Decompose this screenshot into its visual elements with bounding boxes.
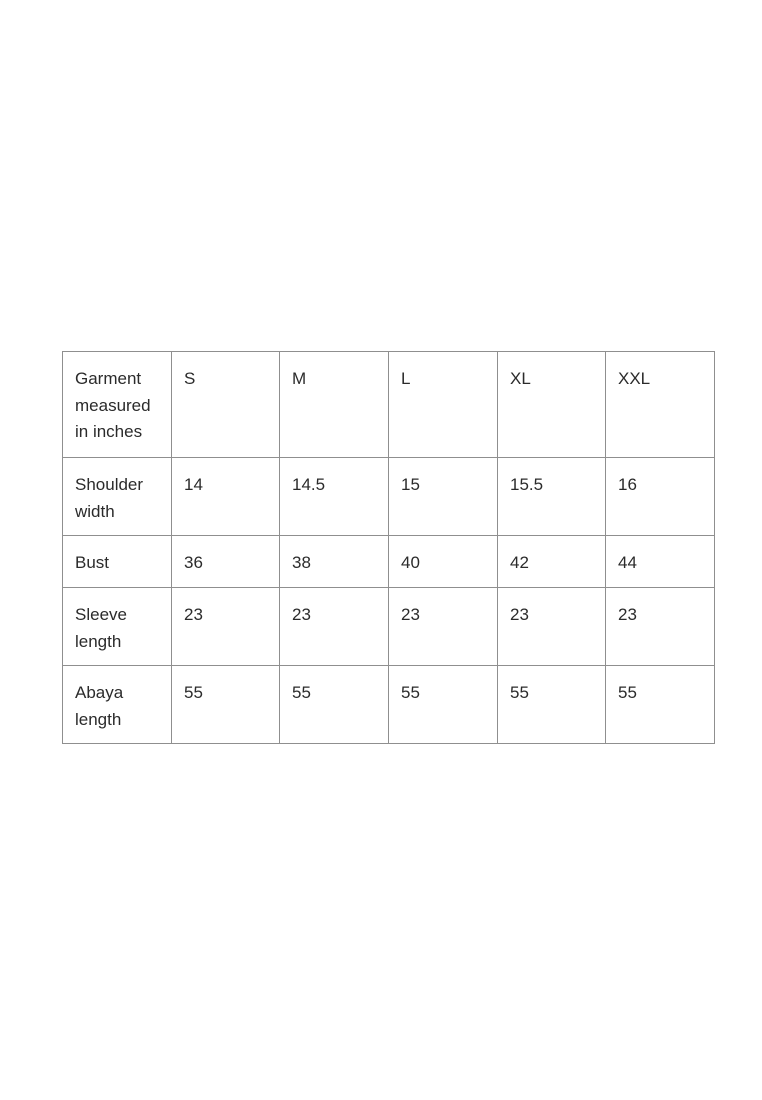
value-cell bbox=[389, 666, 498, 744]
measurement-value: 23 bbox=[618, 605, 637, 624]
header-row bbox=[63, 352, 715, 458]
value-cell bbox=[280, 458, 389, 536]
size-header-m: M bbox=[292, 369, 307, 388]
measurement-value: 55 bbox=[292, 683, 311, 702]
row-label-cell bbox=[63, 536, 172, 588]
measurement-value: 55 bbox=[618, 683, 637, 702]
measurement-value: 15.5 bbox=[510, 475, 544, 494]
size-header-cell bbox=[280, 352, 389, 458]
row-label: Shoulder width bbox=[75, 475, 144, 521]
table-row-sleeve-length bbox=[63, 588, 715, 666]
value-cell bbox=[498, 536, 606, 588]
value-cell bbox=[498, 588, 606, 666]
value-cell bbox=[280, 588, 389, 666]
value-cell bbox=[172, 536, 280, 588]
measurement-value: 23 bbox=[184, 605, 203, 624]
size-header-xxl: XXL bbox=[618, 369, 651, 388]
size-header-cell bbox=[606, 352, 715, 458]
value-cell bbox=[389, 458, 498, 536]
measurement-value: 40 bbox=[401, 553, 420, 572]
row-label-cell bbox=[63, 666, 172, 744]
measurement-value: 16 bbox=[618, 475, 637, 494]
value-cell bbox=[389, 536, 498, 588]
size-header-s: S bbox=[184, 369, 196, 388]
table-row-shoulder-width bbox=[63, 458, 715, 536]
measurement-value: 44 bbox=[618, 553, 637, 572]
measurement-value: 36 bbox=[184, 553, 203, 572]
row-label-cell bbox=[63, 458, 172, 536]
measurement-value: 38 bbox=[292, 553, 311, 572]
size-header-cell bbox=[498, 352, 606, 458]
value-cell bbox=[606, 536, 715, 588]
table-row-abaya-length bbox=[63, 666, 715, 744]
value-cell bbox=[172, 588, 280, 666]
measurement-value: 15 bbox=[401, 475, 420, 494]
value-cell bbox=[498, 666, 606, 744]
size-chart-table bbox=[62, 351, 715, 744]
measurement-value: 14.5 bbox=[292, 475, 326, 494]
measurement-value: 23 bbox=[292, 605, 311, 624]
value-cell bbox=[498, 458, 606, 536]
measurement-value: 23 bbox=[510, 605, 529, 624]
measurement-value: 55 bbox=[401, 683, 420, 702]
value-cell bbox=[280, 666, 389, 744]
header-label: Garment measured in inches bbox=[75, 369, 151, 441]
value-cell bbox=[606, 458, 715, 536]
size-header-xl: XL bbox=[510, 369, 531, 388]
row-label-cell bbox=[63, 588, 172, 666]
size-header-cell bbox=[172, 352, 280, 458]
row-label: Sleeve length bbox=[75, 605, 127, 651]
header-label-cell bbox=[63, 352, 172, 458]
row-label: Bust bbox=[75, 553, 110, 572]
value-cell bbox=[172, 666, 280, 744]
size-header-l: L bbox=[401, 369, 411, 388]
measurement-value: 42 bbox=[510, 553, 529, 572]
value-cell bbox=[280, 536, 389, 588]
value-cell bbox=[172, 458, 280, 536]
measurement-value: 14 bbox=[184, 475, 203, 494]
value-cell bbox=[389, 588, 498, 666]
measurement-value: 55 bbox=[510, 683, 529, 702]
value-cell bbox=[606, 588, 715, 666]
table-row-bust bbox=[63, 536, 715, 588]
row-label: Abaya length bbox=[75, 683, 124, 729]
value-cell bbox=[606, 666, 715, 744]
measurement-value: 23 bbox=[401, 605, 420, 624]
measurement-value: 55 bbox=[184, 683, 203, 702]
size-header-cell bbox=[389, 352, 498, 458]
